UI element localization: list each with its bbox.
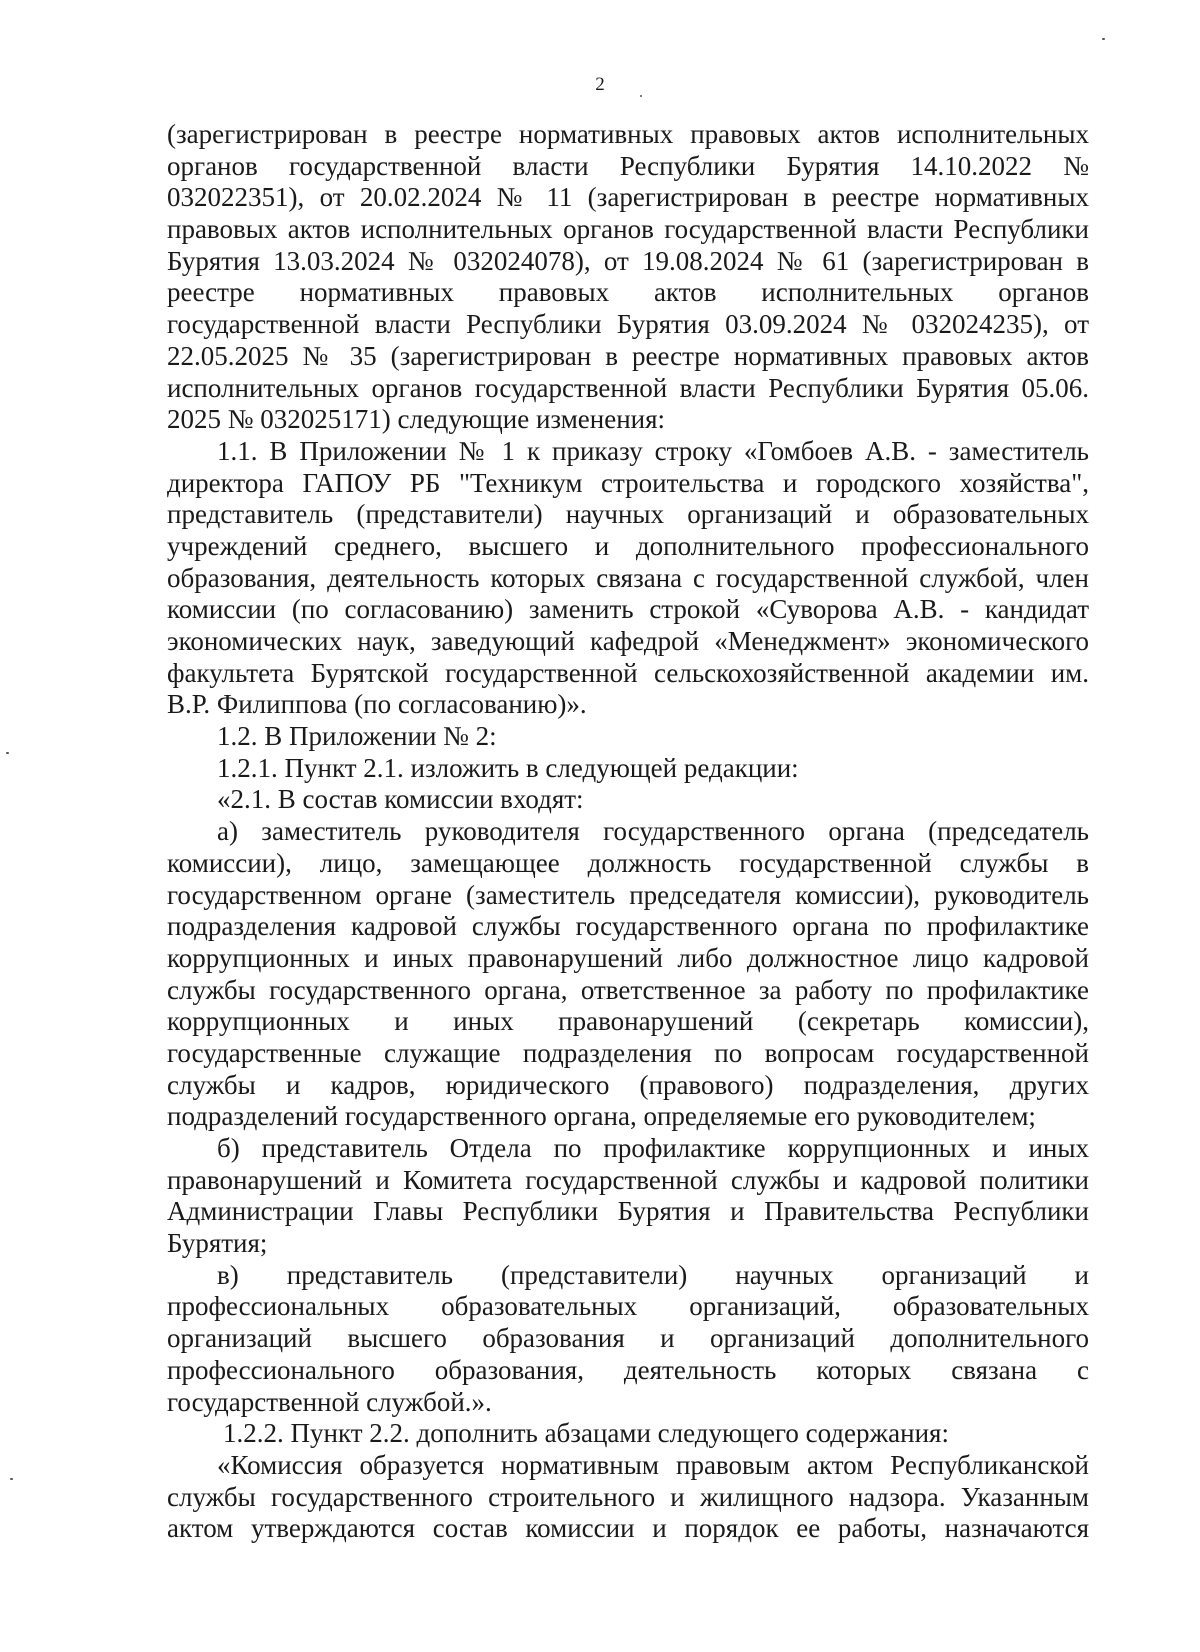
text-line: подразделения кадровой службы государственного органа по профилактике bbox=[167, 911, 1089, 942]
text-line: Администрации Главы Республики Бурятия и Правительства Республики bbox=[167, 1196, 1089, 1227]
text-line: службы государственного строительного и жилищного надзора. Указанным bbox=[167, 1481, 1089, 1512]
text-line: Бурятия; bbox=[167, 1228, 268, 1259]
text-line: Бурятия 13.03.2024 № 032024078), от 19.08.2024 № 61 (зарегистрирован в bbox=[167, 245, 1089, 276]
text-line: коррупционных и иных правонарушений (секретарь комиссии), bbox=[167, 1006, 1089, 1037]
text-line: экономических наук, заведующий кафедрой «Менеджмент» экономического bbox=[167, 626, 1089, 656]
text-line: коррупционных и иных правонарушений либо должностное лицо кадровой bbox=[167, 942, 1089, 973]
text-line: 1.2. В Приложении № 2: bbox=[217, 721, 497, 752]
text-line: факультета Бурятской государственной сельскохозяйственной академии им. bbox=[167, 657, 1089, 688]
text-line: (зарегистрирован в реестре нормативных правовых актов исполнительных bbox=[167, 119, 1089, 149]
scan-speck bbox=[6, 752, 9, 754]
text-line: государственной службой.». bbox=[167, 1386, 492, 1417]
text-line: службы и кадров, юридического (правового) подразделения, других bbox=[167, 1069, 1089, 1100]
document-body bbox=[167, 119, 1089, 1545]
text-line: в) представитель (представители) научных организаций и bbox=[217, 1259, 1089, 1290]
text-line: организаций высшего образования и организаций дополнительного bbox=[167, 1323, 1089, 1354]
text-line: «Комиссия образуется нормативным правовым актом Республиканской bbox=[217, 1449, 1089, 1480]
text-line: органов государственной власти Республики Бурятия 14.10.2022 № bbox=[167, 150, 1089, 181]
text-line: комиссии), лицо, замещающее должность государственной службы в bbox=[167, 847, 1089, 878]
scan-speck bbox=[1102, 38, 1105, 40]
text-line: «2.1. В состав комиссии входят: bbox=[217, 784, 584, 815]
text-line: реестре нормативных правовых актов исполнительных органов bbox=[167, 277, 1089, 308]
text-line: учреждений среднего, высшего и дополнительного профессионального bbox=[167, 530, 1089, 561]
text-line: образования, деятельность которых связана с государственной службой, член bbox=[167, 562, 1089, 593]
text-line: профессиональных образовательных организаций, образовательных bbox=[167, 1291, 1089, 1322]
text-line: 1.2.2. Пункт 2.2. дополнить абзацами следующего содержания: bbox=[223, 1418, 949, 1449]
text-line: службы государственного органа, ответственное за работу по профилактике bbox=[167, 974, 1089, 1005]
text-line: 1.2.1. Пункт 2.1. изложить в следующей редакции: bbox=[217, 752, 799, 783]
text-line: комиссии (по согласованию) заменить строкой «Суворова А.В. - кандидат bbox=[167, 594, 1089, 625]
page-number: 2 bbox=[595, 74, 605, 95]
text-line: а) заместитель руководителя государственного органа (председатель bbox=[217, 816, 1089, 847]
text-line: актом утверждаются состав комиссии и порядок ее работы, назначаются bbox=[167, 1513, 1089, 1544]
text-line: подразделений государственного органа, определяемые его руководителем; bbox=[167, 1101, 1036, 1132]
text-line: государственной власти Республики Бурятия 03.09.2024 № 032024235), от bbox=[167, 309, 1089, 340]
text-line: правонарушений и Комитета государственной службы и кадровой политики bbox=[167, 1164, 1089, 1195]
text-line: В.Р. Филиппова (по согласованию)». bbox=[167, 689, 587, 720]
text-line: директора ГАПОУ РБ "Техникум строительства и городского хозяйства", bbox=[167, 467, 1089, 498]
text-line: 2025 № 032025171) следующие изменения: bbox=[167, 404, 666, 435]
text-line: профессионального образования, деятельность которых связана с bbox=[167, 1354, 1089, 1385]
text-line: представитель (представители) научных организаций и образовательных bbox=[167, 499, 1089, 530]
text-line: 22.05.2025 № 35 (зарегистрирован в реестре нормативных правовых актов bbox=[167, 340, 1089, 371]
text-line: правовых актов исполнительных органов государственной власти Республики bbox=[167, 214, 1089, 245]
scan-speck bbox=[640, 95, 642, 97]
scan-speck bbox=[10, 1478, 13, 1480]
text-line: 032022351), от 20.02.2024 № 11 (зарегистрирован в реестре нормативных bbox=[167, 182, 1089, 213]
text-line: 1.1. В Приложении № 1 к приказу строку «Гомбоев А.В. - заместитель bbox=[217, 435, 1089, 466]
text-line: исполнительных органов государственной власти Республики Бурятия 05.06. bbox=[167, 372, 1089, 403]
text-line: государственном органе (заместитель председателя комиссии), руководитель bbox=[167, 879, 1089, 910]
text-line: государственные служащие подразделения по вопросам государственной bbox=[167, 1037, 1089, 1068]
text-line: б) представитель Отдела по профилактике коррупционных и иных bbox=[217, 1133, 1089, 1163]
